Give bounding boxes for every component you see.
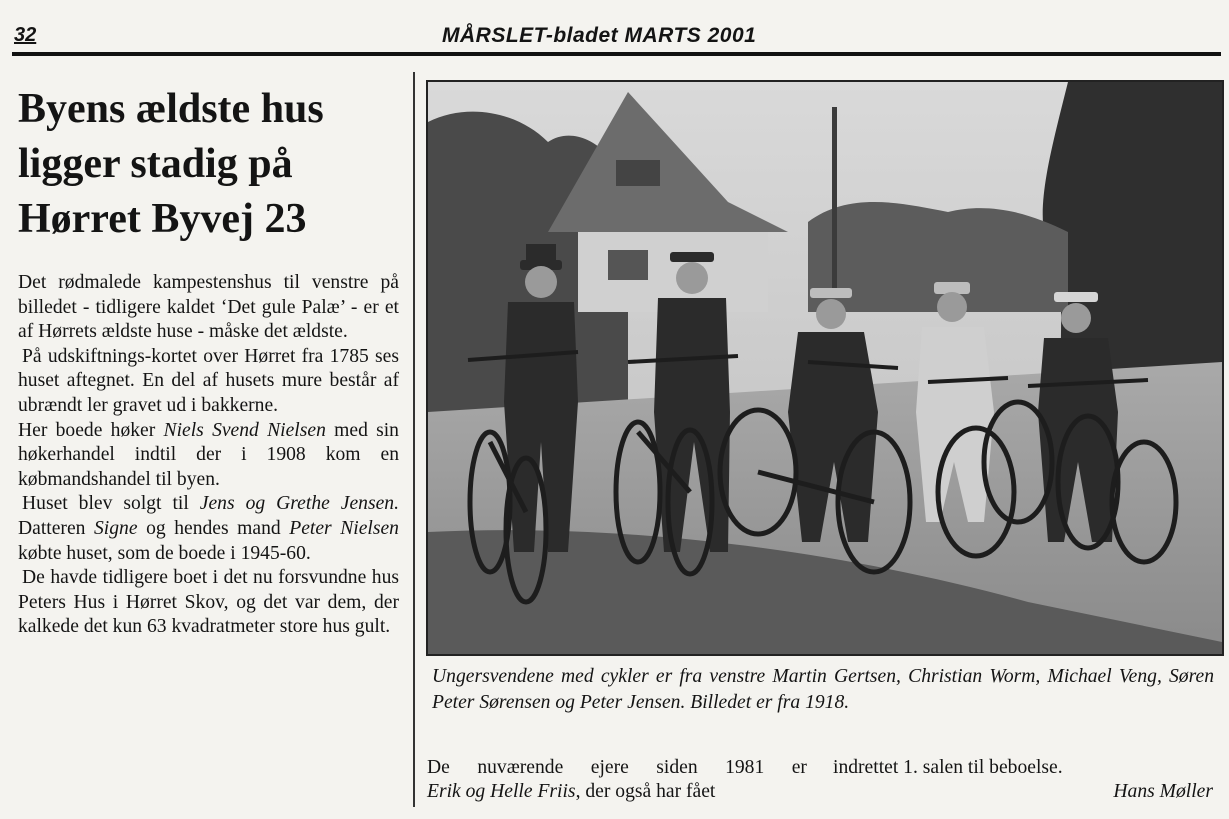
headline-line: Byens ældste hus <box>18 86 324 132</box>
column-divider <box>413 72 415 807</box>
historic-photo <box>426 80 1224 656</box>
article-body <box>18 271 399 640</box>
paragraph-1: Det rødmalede kampestenshus til venstre på billedet - tidligere kaldet ‘Det gule Palæ’ - er et af Hørrets ældste huse - måske det ældste. <box>18 272 399 343</box>
closing-line-3: indrettet 1. salen til beboelse. <box>833 757 1063 778</box>
headline-line: ligger stadig på <box>18 141 293 187</box>
masthead: MÅRSLET-bladet MARTS 2001 <box>442 24 757 47</box>
article-headline <box>18 82 408 247</box>
closing-line-2: Erik og Helle Friis, der også har fået <box>427 781 716 802</box>
person-name: Signe <box>94 517 138 539</box>
page-number: 32 <box>14 24 37 46</box>
closing-line-1: De nuværende ejere siden 1981 er <box>427 757 807 778</box>
paragraph-4: Huset blev solgt til Jens og Grethe Jensen. Datteren Signe og hendes mand Peter Nielsen købte huset, som de boede i 1945-60. <box>18 493 399 564</box>
person-name: Niels Svend Nielsen <box>163 419 326 441</box>
paragraph-5: De havde tidligere boet i det nu forsvundne hus Peters Hus i Hørret Skov, og det var dem, der kalkede det kun 63 kvadratmeter store hus gult. <box>18 567 399 638</box>
closing-text-left <box>427 756 807 804</box>
paragraph-2: På udskiftnings-kortet over Hørret fra 1785 ses huset aftegnet. En del af husets mure består af ubrændt ler gravet ud i bakkerne. <box>18 345 399 416</box>
headline-line: Hørret Byvej 23 <box>18 196 307 242</box>
photo-caption: Ungersvendene med cykler er fra venstre Martin Gertsen, Christian Worm, Michael Veng, Søren Peter Sørensen og Peter Jensen. Billedet er fra 1918. <box>432 666 1214 713</box>
photo-illustration <box>428 82 1222 654</box>
author-signature: Hans Møller <box>1113 781 1213 802</box>
person-name: Peter Nielsen <box>289 517 399 539</box>
closing-text-right <box>833 756 1213 804</box>
owner-names: Erik og Helle Friis <box>427 781 576 802</box>
page-header <box>12 22 1221 56</box>
paragraph-3: Her boede høker Niels Svend Nielsen med sin høkerhandel indtil der i 1908 kom en købmandshandel til byen. <box>18 419 399 490</box>
person-name: Jens og Grethe Jensen. <box>199 493 399 515</box>
